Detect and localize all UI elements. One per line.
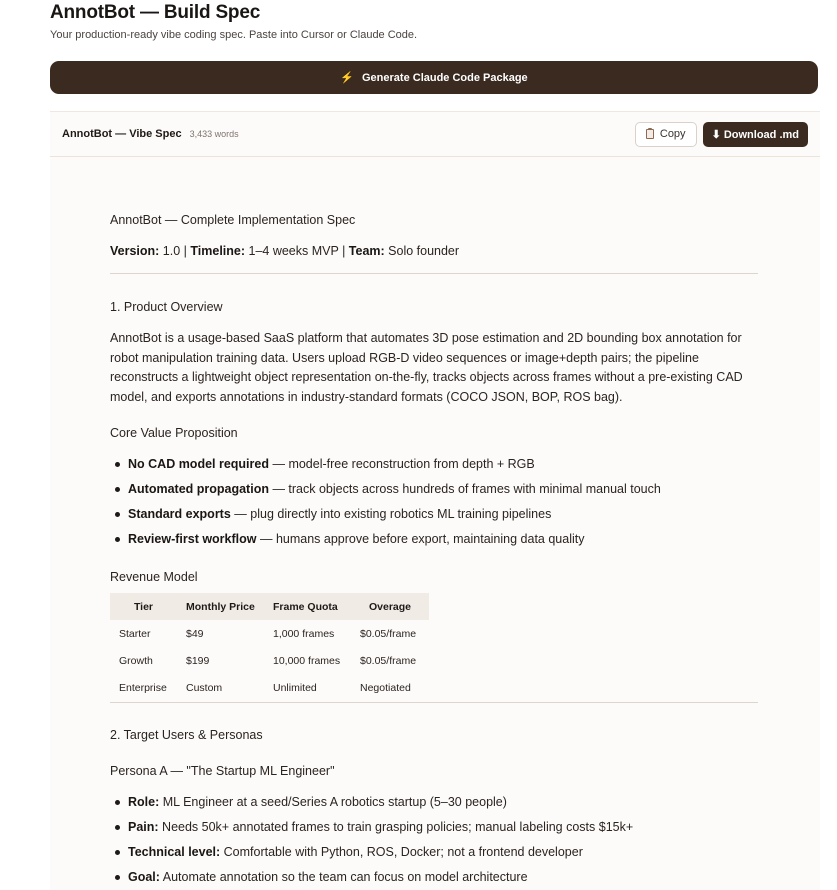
table-cell: Starter xyxy=(119,627,151,640)
page-title: AnnotBot — Build Spec xyxy=(50,2,261,23)
table-cell: Unlimited xyxy=(273,681,317,694)
generate-package-label: Generate Claude Code Package xyxy=(362,71,528,84)
list-item-text: — humans approve before export, maintaining data quality xyxy=(256,532,585,546)
revenue-model-heading: Revenue Model xyxy=(110,570,198,584)
list-item-text: — plug directly into existing robotics ML training pipelines xyxy=(230,507,552,521)
list-item xyxy=(110,530,758,549)
table-cell: $0.05/frame xyxy=(360,654,417,667)
table-cell: Custom xyxy=(186,681,223,694)
timeline-label: Timeline: xyxy=(190,244,246,258)
divider xyxy=(110,702,758,703)
list-item-bold: Review-first workflow xyxy=(128,532,257,546)
list-item xyxy=(110,818,758,837)
revenue-table xyxy=(110,593,429,701)
spec-document xyxy=(50,111,820,890)
list-item xyxy=(110,843,758,862)
list-item-bold: Automated propagation xyxy=(128,482,269,496)
list-item-text: Comfortable with Python, ROS, Docker; not a frontend developer xyxy=(220,845,583,859)
list-item-text: — model-free reconstruction from depth + RGB xyxy=(269,457,535,471)
value-proposition-list xyxy=(110,455,758,555)
table-cell: $49 xyxy=(186,627,204,640)
team-value: Solo founder xyxy=(384,244,460,258)
spec-title: AnnotBot — Complete Implementation Spec xyxy=(110,213,356,227)
table-row xyxy=(110,620,429,647)
list-item-bold: Role: xyxy=(128,795,160,809)
table-header: Tier xyxy=(110,593,177,620)
document-actions xyxy=(635,122,808,147)
overview-paragraph: AnnotBot is a usage-based SaaS platform that automates 3D pose estimation and 2D bounding box annotation for robot manipulation training data. Users upload RGB-D video sequences or image+depth pairs; the pipeline reconstructs a lightweight object representation on-the-fly, tracks objects across frames without a pre-existing CAD model, and exports annotations in industry-standard formats (COCO JSON, BOP, ROS bag). xyxy=(110,331,743,404)
table-header: Overage xyxy=(351,593,429,620)
list-item-bold: Goal: xyxy=(128,870,160,884)
table-header: Monthly Price xyxy=(177,593,264,620)
document-name: AnnotBot — Vibe Spec xyxy=(62,128,182,140)
table-cell: Growth xyxy=(119,654,153,667)
table-header: Frame Quota xyxy=(264,593,351,620)
download-label: ⬇ Download .md xyxy=(711,128,799,141)
version-value: 1.0 | xyxy=(159,244,191,258)
page-subtitle: Your production-ready vibe coding spec. Paste into Cursor or Claude Code. xyxy=(50,29,418,41)
download-md-button[interactable] xyxy=(703,122,808,147)
list-item-text: ML Engineer at a seed/Series A robotics startup (5–30 people) xyxy=(159,795,507,809)
list-item-bold: Standard exports xyxy=(128,507,231,521)
spec-meta xyxy=(110,242,459,262)
table-cell: Negotiated xyxy=(360,681,411,694)
list-item-text: Needs 50k+ annotated frames to train grasping policies; manual labeling costs $15k+ xyxy=(158,820,634,834)
table-cell: Enterprise xyxy=(119,681,167,694)
table-cell: $0.05/frame xyxy=(360,627,417,640)
section-heading-overview: 1. Product Overview xyxy=(110,300,223,314)
list-item xyxy=(110,455,758,474)
lightning-icon: ⚡ xyxy=(340,72,354,84)
list-item xyxy=(110,505,758,524)
table-header-row xyxy=(110,593,429,620)
persona-list xyxy=(110,793,758,890)
section-heading-personas: 2. Target Users & Personas xyxy=(110,728,263,742)
divider xyxy=(110,273,758,274)
clipboard-icon xyxy=(646,129,654,139)
version-label: Version: xyxy=(110,244,160,258)
list-item xyxy=(110,868,758,887)
list-item-bold: Technical level: xyxy=(128,845,221,859)
table-cell: $199 xyxy=(186,654,210,667)
table-cell: 1,000 frames xyxy=(273,627,335,640)
list-item-bold: Pain: xyxy=(128,820,159,834)
table-cell: 10,000 frames xyxy=(273,654,341,667)
list-item xyxy=(110,480,758,499)
list-item-bold: No CAD model required xyxy=(128,457,269,471)
list-item-text: — track objects across hundreds of frames with minimal manual touch xyxy=(268,482,661,496)
persona-heading: Persona A — "The Startup ML Engineer" xyxy=(110,764,335,778)
list-item xyxy=(110,793,758,812)
timeline-value: 1–4 weeks MVP | xyxy=(245,244,349,258)
table-row xyxy=(110,647,429,674)
value-proposition-heading: Core Value Proposition xyxy=(110,426,238,440)
copy-button[interactable] xyxy=(635,122,697,147)
word-count: 3,433 words xyxy=(189,129,239,139)
document-header xyxy=(50,112,820,157)
generate-package-button[interactable] xyxy=(50,61,818,94)
team-label: Team: xyxy=(348,244,385,258)
copy-label: Copy xyxy=(659,128,686,140)
list-item-text: Automate annotation so the team can focus on model architecture xyxy=(159,870,528,884)
table-row xyxy=(110,674,429,701)
